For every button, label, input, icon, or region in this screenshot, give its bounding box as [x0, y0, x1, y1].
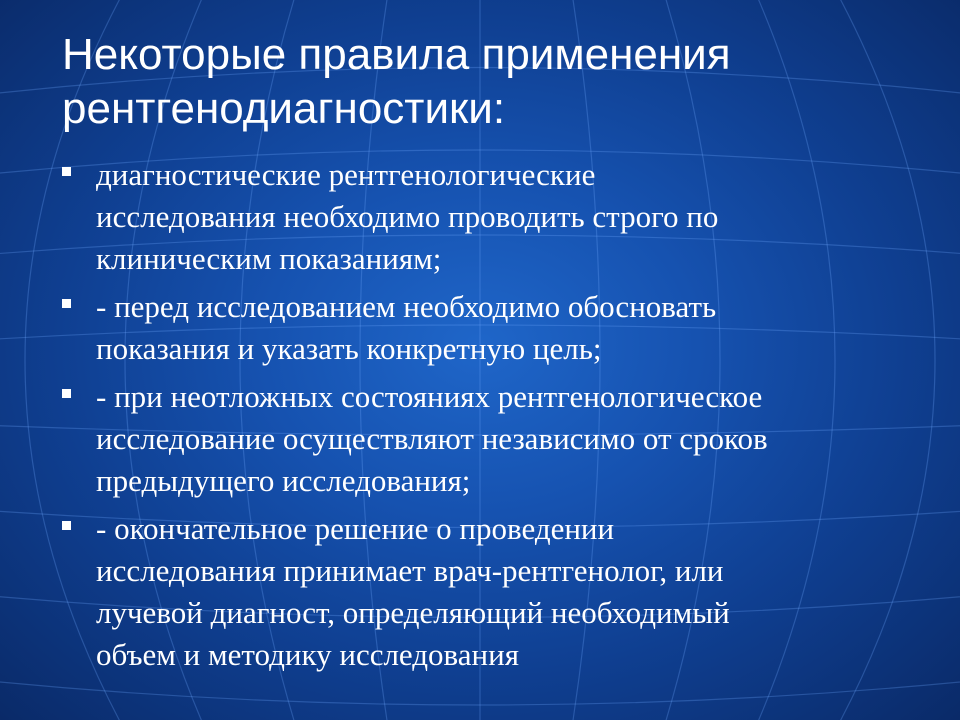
- bullet-item-4: [60, 508, 940, 676]
- bullet-item-1: [60, 154, 940, 280]
- bullet-text-line: исследования принимает врач-рентгенолог, или: [96, 553, 724, 588]
- bullet-text-line: диагностические рентгенологические: [96, 157, 596, 192]
- bullet-list: [60, 154, 940, 682]
- square-bullet-icon: [62, 167, 71, 176]
- bullet-text-line: предыдущего исследования;: [96, 463, 471, 498]
- bullet-text-line: - перед исследованием необходимо обосновать: [96, 289, 717, 324]
- slide-title-line-1: Некоторые правила применения: [62, 30, 731, 79]
- bullet-text-line: объем и методику исследования: [96, 637, 519, 672]
- bullet-text-line: клиническим показаниям;: [96, 241, 442, 276]
- bullet-text-line: - при неотложных состояниях рентгенологическое: [96, 379, 763, 414]
- bullet-item-2: [60, 286, 940, 370]
- bullet-text-line: показания и указать конкретную цель;: [96, 331, 602, 366]
- bullet-item-3: [60, 376, 940, 502]
- square-bullet-icon: [62, 299, 71, 308]
- bullet-text-line: лучевой диагност, определяющий необходимый: [96, 595, 730, 630]
- slide-title-line-2: рентгенодиагностики:: [62, 84, 506, 133]
- bullet-text-line: - окончательное решение о проведении: [96, 511, 615, 546]
- square-bullet-icon: [62, 521, 71, 530]
- bullet-text-line: исследование осуществляют независимо от сроков: [96, 421, 768, 456]
- slide-title: [62, 28, 932, 136]
- bullet-text-line: исследования необходимо проводить строго по: [96, 199, 719, 234]
- square-bullet-icon: [62, 389, 71, 398]
